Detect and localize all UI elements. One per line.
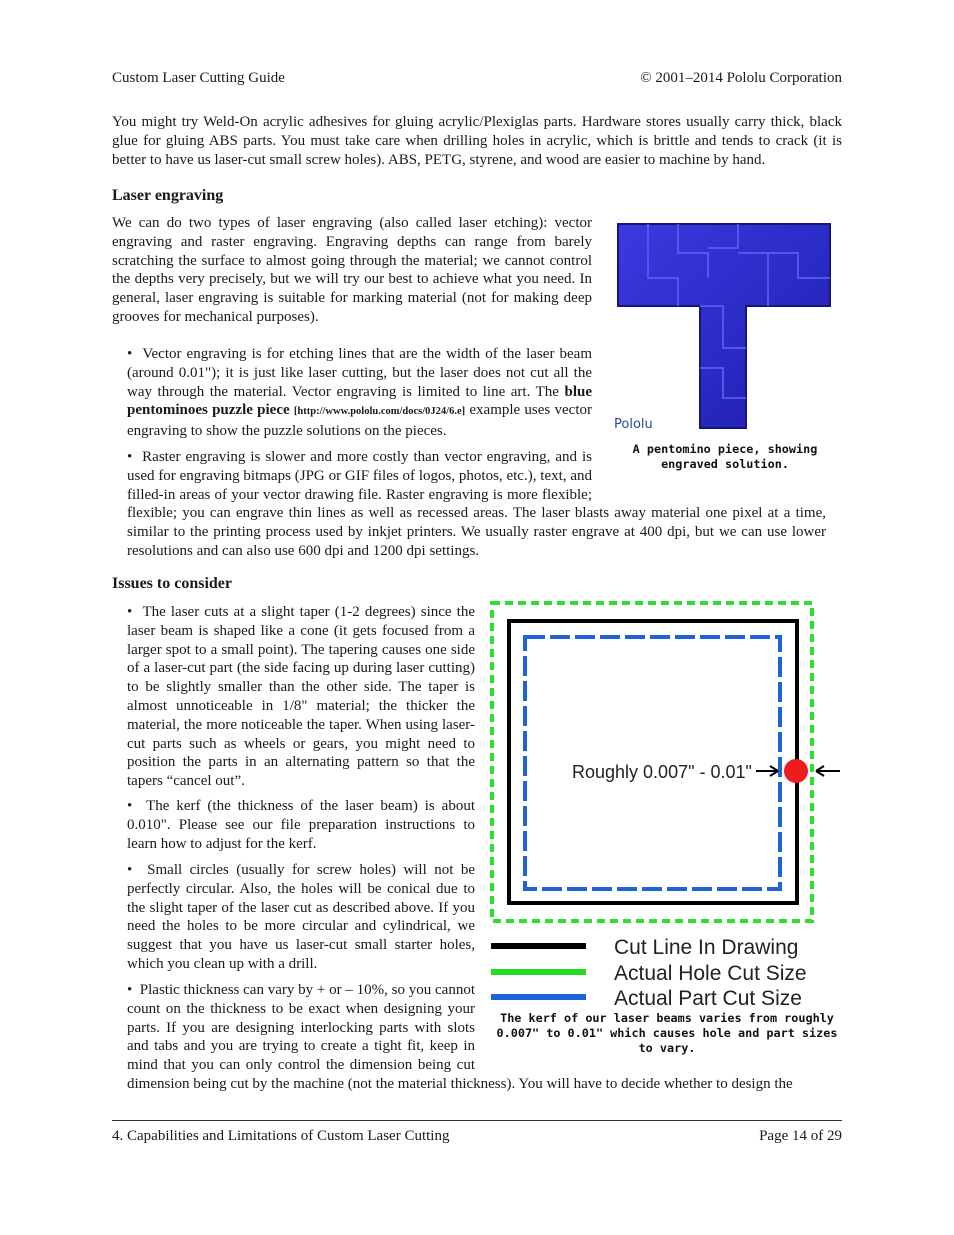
header-copyright: © 2001–2014 Pololu Corporation [640, 70, 842, 86]
engraving-paragraph: We can do two types of laser engraving (also called laser etching): vector engraving and raster engraving. Engraving depths can range from barely scratching the surface to almost going through the material; we cannot control the depths very precisely, but we will try our best to achieve what you need. In general, laser engraving is suitable for marking material (not for making deep grooves for mechanical purposes). [112, 215, 592, 325]
engraving-bullet-vector [127, 345, 592, 441]
kerf-figure [486, 598, 846, 1013]
pentomino-figure [608, 218, 838, 438]
legend-label-part: Actual Part Cut Size [614, 987, 802, 1010]
raster-text: Raster engraving is slower and more costly than vector engraving, and is used for engraving bitmaps (JPG or GIF files of logos, photos, etc.), text, and filled-in areas of your vector drawing file. Raster engraving is more flexible; [127, 449, 592, 503]
pentominoes-link[interactable]: blue pentominoes puzzle piece [127, 383, 592, 419]
issue-bullet-taper [127, 603, 475, 791]
footer-rule [112, 1120, 842, 1121]
kerf-text: The kerf (the thickness of the laser beam) is about 0.010". Please see our file preparation instructions to learn how to adjust for the kerf. [127, 798, 475, 852]
issue-bullet-thickness [127, 981, 475, 1076]
taper-text: The laser cuts at a slight taper (1-2 degrees) since the laser beam is shaped like a cone (it gets focused from a larger spot to a small point). The tapering causes one side of a laser-cut part (the side facing up during laser cutting) to be slightly smaller than the other side. The taper is almost unnoticeable in 1/8" material; the thicker the material, the more noticeable the taper. When using laser-cut parts such as wheels or gears, you might need to position the parts in an alternating pattern so that the tapers “cancel out”. [127, 604, 475, 790]
vector-text-a: Vector engraving is for etching lines that are the width of the laser beam (around 0.01"); it is just like laser cutting, but the laser does not cut all the way through the material. Vector engraving is limited to line art. The [127, 346, 592, 400]
kerf-diagram [486, 598, 846, 1013]
thickness-text-continued: dimension being cut by the machine (not the material thickness). You will have to decide whether to design the [127, 1076, 793, 1092]
legend-label-hole: Actual Hole Cut Size [614, 962, 807, 985]
footer-page-number: Page 14 of 29 [759, 1128, 842, 1144]
section-heading-engraving: Laser engraving [112, 187, 224, 204]
kerf-annotation: Roughly 0.007" - 0.01" [572, 762, 752, 782]
circles-text: Small circles (usually for screw holes) will not be perfectly circular. Also, the holes will be conical due to the slight taper of the laser cut as described above. If you need the holes to be more circular and cylindrical, we suggest that you have us laser-cut small starter holes, which you clean up with a drill. [127, 862, 475, 972]
header-title: Custom Laser Cutting Guide [112, 70, 285, 86]
section-heading-issues: Issues to consider [112, 575, 233, 592]
kerf-caption: The kerf of our laser beams varies from roughly 0.007" to 0.01" which causes hole and part sizes to vary. [496, 1011, 838, 1055]
bullet-marker: • [127, 798, 147, 814]
pentomino-image [608, 218, 838, 438]
bullet-marker: • [127, 604, 143, 620]
vector-text-b: example uses vector engraving to show the puzzle solutions on the pieces. [127, 402, 592, 440]
bullet-marker: • [127, 862, 148, 878]
engraving-bullet-raster [127, 448, 592, 506]
bullet-marker: • [127, 982, 140, 998]
intro-paragraph: You might try Weld-On acrylic adhesives for gluing acrylic/Plexiglas parts. Hardware stores usually carry thick, black glue for gluing ABS parts. You must take care when drilling holes in acrylic, which is brittle and tends to crack (it is better to have us laser-cut small screw holes). ABS, PETG, styrene, and wood are easier to machine by hand. [112, 114, 842, 168]
issue-bullet-circles [127, 861, 475, 974]
issue-bullet-kerf [127, 797, 475, 853]
thickness-text: Plastic thickness can vary by + or – 10%, so you cannot count on the thickness to be exact when designing your parts. If you are designing interlocking parts with slots and tabs and you are trying to create a tight fit, keep in mind that you can only control the dimension being cut [127, 982, 475, 1074]
pentomino-caption: A pentomino piece, showing engraved solution. [632, 442, 818, 471]
legend-label-cut: Cut Line In Drawing [614, 936, 799, 959]
kerf-marker-dot [784, 759, 808, 783]
footer-chapter: 4. Capabilities and Limitations of Custom Laser Cutting [112, 1128, 450, 1144]
pololu-logo: Pololu [614, 417, 653, 432]
bullet-marker: • [127, 449, 143, 465]
pentominoes-url[interactable]: [http://www.pololu.com/docs/0J24/6.e] [293, 406, 466, 418]
raster-text-continued: flexible; you can engrave thin lines as well as recessed areas. The laser blasts away material one pixel at a time, similar to the printing process used by inkjet printers. We usually raster engrave at 400 dpi, but we can use lower resolutions and can also use 600 dpi and 1200 dpi settings. [127, 505, 826, 559]
bullet-marker: • [127, 346, 143, 362]
